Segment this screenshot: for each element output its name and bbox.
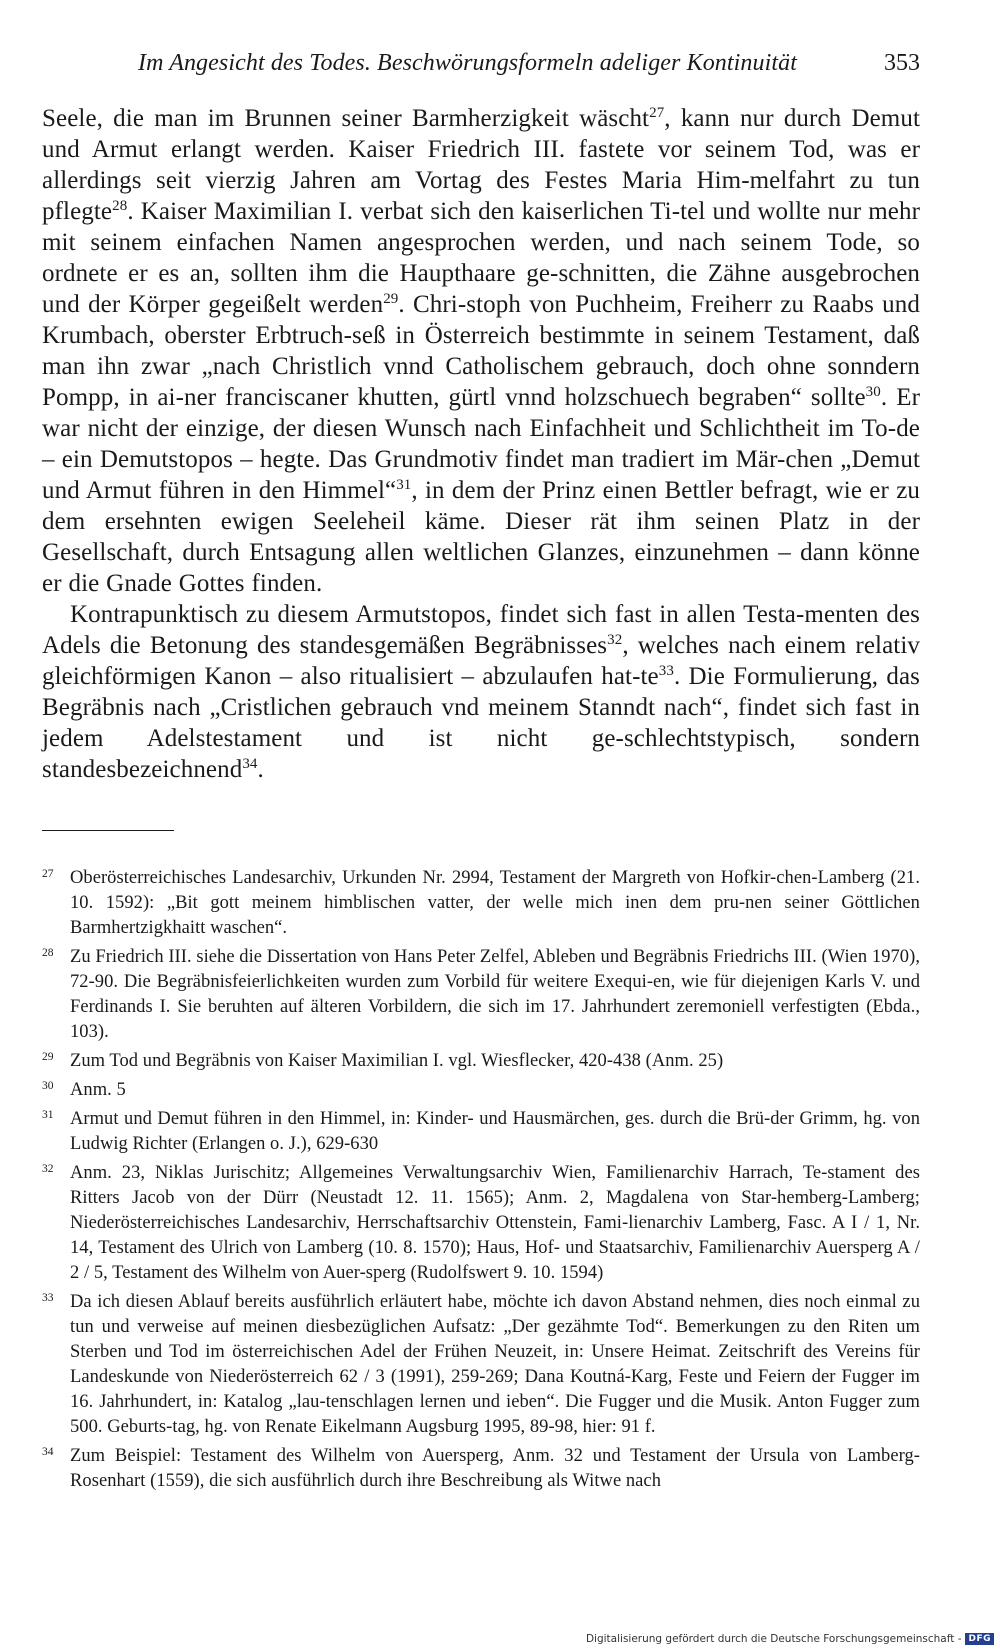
body-text-run: Kontrapunktisch zu diesem Armutstopos, findet sich fast in allen Testa-menten des Adels die Betonung des standesgemäßen Begräbnisses — [42, 601, 920, 659]
footnote-reference: 32 — [607, 632, 623, 648]
footnote-text: Zum Beispiel: Testament des Wilhelm von Auersperg, Anm. 32 und Testament der Ursula von Lamberg-Rosenhart (1559), die sich ausführlich durch ihre Beschreibung als Witwe nach — [70, 1446, 920, 1491]
body-paragraph — [42, 599, 920, 785]
digitization-credit — [586, 1633, 994, 1645]
body-paragraph — [42, 103, 920, 599]
footnote-number: 27 — [42, 868, 54, 880]
footnote-item — [42, 1107, 920, 1157]
page-header — [42, 50, 920, 82]
footnote-text: Armut und Demut führen in den Himmel, in: Kinder- und Hausmärchen, ges. durch die Brü-der Grimm, hg. von Ludwig Richter (Erlangen o. J.), 629-630 — [70, 1109, 920, 1154]
body-text-run: . Kaiser Maximilian I. verbat sich den kaiserlichen Ti-tel und wollte nur mehr mit seinem einfachen Namen angesprochen werden, und nach seinem Tode, so ordnete er es an, sollten ihm die Haupthaare ge-schnitten, die Zähne ausgebrochen und der Körper gegeißelt werden — [42, 198, 920, 318]
footnote-reference: 29 — [383, 291, 399, 307]
body-text-run: , in dem der Prinz einen Bettler befragt, wie er zu dem ersehnten ewigen Seeleheil käme. Dieser rät ihm seinen Platz in der Gesellschaft, durch Entsagung allen weltlichen Glanzes, einzunehmen – dann könne er die Gnade Gottes finden. — [42, 477, 920, 597]
footnote-text: Zu Friedrich III. siehe die Dissertation von Hans Peter Zelfel, Ableben und Begräbnis Friedrichs III. (Wien 1970), 72-90. Die Begräbnisfeierlichkeiten wurden zum Vorbild für weitere Exequi-en, wie für diejenigen Karls V. und Ferdinands I. Sie beruhten auf älteren Vorbildern, die sich im 17. Jahrhundert zeremoniell verfestigten (Ebda., 103). — [70, 947, 920, 1042]
footnote-number: 33 — [42, 1292, 54, 1304]
body-text-run: , welches nach einem relativ gleichförmigen Kanon – also ritualisiert – abzulaufen hat-te — [42, 632, 920, 690]
body-text-run: , kann nur durch Demut und Armut erlangt werden. Kaiser Friedrich III. fastete vor seinem Tod, was er allerdings seit vierzig Jahren am Vortag des Festes Maria Him-melfahrt zu tun pflegte — [42, 105, 920, 225]
footnote-reference: 28 — [112, 198, 128, 214]
footnote-number: 29 — [42, 1051, 54, 1063]
footnote-number: 31 — [42, 1109, 54, 1121]
page-number: 353 — [884, 50, 920, 76]
footnote-item — [42, 1444, 920, 1494]
footnote-reference: 27 — [649, 105, 665, 121]
footnote-number: 28 — [42, 947, 54, 959]
footnote-number: 34 — [42, 1446, 54, 1458]
footnotes — [42, 866, 920, 1498]
footnote-item — [42, 1290, 920, 1440]
footnote-text: Oberösterreichisches Landesarchiv, Urkunden Nr. 2994, Testament der Margreth von Hofkir-chen-Lamberg (21. 10. 1592): „Bit gott meinem himblischen vatter, der welle mich inen dem pru-nen seiner Göttlichen Barmhertzigkhaitt waschen“. — [70, 868, 920, 938]
body-text-run: Seele, die man im Brunnen seiner Barmherzigkeit wäscht — [42, 105, 650, 132]
body-text — [42, 103, 920, 785]
body-text-run: . Chri-stoph von Puchheim, Freiherr zu Raabs und Krumbach, oberster Erbtruch-seß in Österreich bestimmte in seinem Testament, daß man ihn zwar „nach Christlich vnnd Catholischem gebrauch, doch ohne sonndern Pompp, in ai-ner franciscaner khutten, gürtl vnnd holzschuech begraben“ sollte — [42, 291, 920, 411]
credit-text: Digitalisierung gefördert durch die Deutsche Forschungsgemeinschaft - — [585, 1633, 962, 1645]
footnote-text: Da ich diesen Ablauf bereits ausführlich erläutert habe, möchte ich davon Abstand nehmen, dies noch einmal zu tun und verweise auf meinen diesbezüglichen Aufsatz: „Der gezähmte Tod“. Bemerkungen zu den Riten um Sterben und Tod im österreichischen Adel der Frühen Neuzeit, in: Unsere Heimat. Zeitschrift des Vereins für Landeskunde von Niederösterreich 62 / 3 (1991), 259-269; Dana Koutná-Karg, Feste und Feiern der Fugger im 16. Jahrhundert, in: Katalog „lau-tenschlagen lernen und ieben“. Die Fugger und die Musik. Anton Fugger zum 500. Geburts-tag, hg. von Renate Eikelmann Augsburg 1995, 89-98, hier: 91 f. — [70, 1292, 920, 1437]
footnote-item — [42, 866, 920, 941]
footnote-reference: 34 — [242, 756, 258, 772]
running-title: Im Angesicht des Todes. Beschwörungsformeln adeliger Kontinuität — [138, 50, 798, 76]
body-text-run: . Er war nicht der einzige, der diesen Wunsch nach Einfachheit und Schlichtheit im To-de – ein Demutstopos – hegte. Das Grundmotiv findet man tradiert im Mär-chen „Demut und Armut führen in den Himmel“ — [42, 384, 920, 504]
footnote-text: Anm. 5 — [70, 1080, 126, 1100]
body-text-run: . — [257, 756, 264, 783]
footnote-reference: 30 — [865, 384, 881, 400]
footnote-reference: 31 — [396, 477, 412, 493]
footnote-item — [42, 1161, 920, 1286]
dfg-logo-icon: DFG — [965, 1633, 994, 1645]
footnote-number: 32 — [42, 1163, 54, 1175]
footnote-text: Anm. 23, Niklas Jurischitz; Allgemeines Verwaltungsarchiv Wien, Familienarchiv Harrach, Te-stament des Ritters Jacob von der Dürr (Neustadt 12. 11. 1565); Anm. 2, Magdalena von Star-hemberg-Lamberg; Niederösterreichisches Landesarchiv, Herrschaftsarchiv Ottenstein, Fami-lienarchiv Lamberg, Fasc. A I / 1, Nr. 14, Testament des Ulrich von Lamberg (10. 8. 1570); Haus, Hof- und Staatsarchiv, Familienarchiv Auersperg A / 2 / 5, Testament des Wilhelm von Auer-sperg (Rudolfswert 9. 10. 1594) — [70, 1163, 920, 1283]
footnote-item — [42, 945, 920, 1045]
footnote-reference: 33 — [658, 663, 674, 679]
body-text-run: . Die Formulierung, das Begräbnis nach „Cristlichen gebrauch vnd meinem Stanndt nach“, findet sich fast in jedem Adelstestament und ist nicht ge-schlechtstypisch, sondern standesbezeichnend — [42, 663, 920, 783]
footnote-item — [42, 1078, 920, 1103]
footnote-divider — [42, 830, 174, 831]
footnote-item — [42, 1049, 920, 1074]
footnote-number: 30 — [42, 1080, 54, 1092]
footnote-text: Zum Tod und Begräbnis von Kaiser Maximilian I. vgl. Wiesflecker, 420-438 (Anm. 25) — [70, 1051, 724, 1071]
